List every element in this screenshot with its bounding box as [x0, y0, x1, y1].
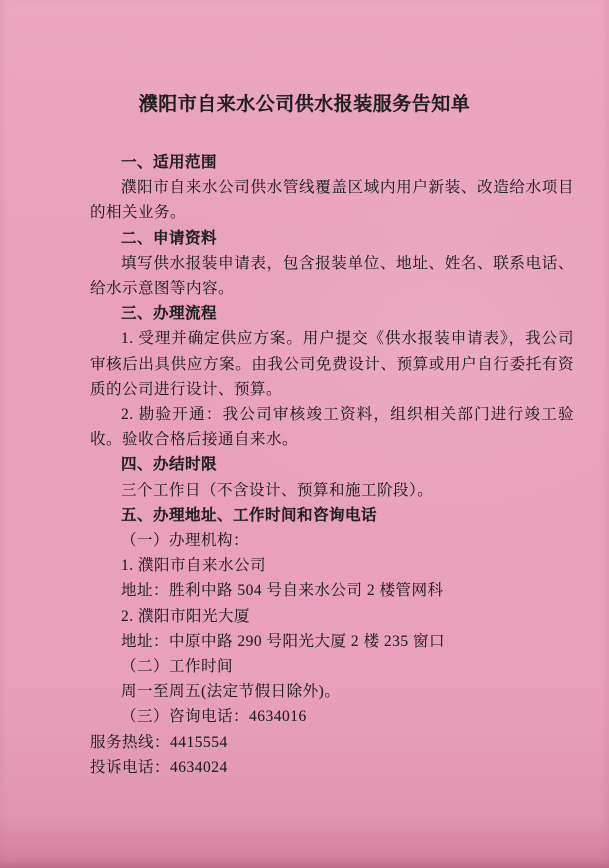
document-title: 濮阳市自来水公司供水报装服务告知单	[138, 94, 471, 115]
detail-line-working-hours: 周一至周五(法定节假日除外)。	[121, 683, 341, 701]
detail-line-office-2: 2. 濮阳市阳光大厦	[121, 607, 251, 625]
section-heading-application-materials: 二、申请资料	[121, 229, 218, 247]
detail-line-office-1-address: 地址：胜利中路 504 号自来水公司 2 楼管网科	[121, 582, 444, 600]
detail-line-consult-phone: （三）咨询电话：4634016	[121, 708, 307, 726]
detail-line-service-hotline: 服务热线：4415554	[90, 733, 228, 751]
paragraph-process-step-1: 1. 受理并确定供应方案。用户提交《供水报装申请表》，我公司审核后出具供应方案。由我公司免费设计、预算或用户自行委托有资质的公司进行设计、预算。	[90, 330, 574, 398]
detail-line-working-hours-label: （二）工作时间	[121, 658, 234, 676]
paragraph-time-limit: 三个工作日（不含设计、预算和施工阶段）。	[121, 481, 434, 499]
detail-line-office-1: 1. 濮阳市自来水公司	[121, 557, 267, 575]
section-heading-scope: 一、适用范围	[121, 154, 218, 171]
detail-line-complaint-phone: 投诉电话：4634024	[90, 758, 228, 776]
section-heading-process: 三、办理流程	[121, 305, 218, 323]
detail-line-offices-label: （一）办理机构：	[121, 532, 250, 550]
paragraph-process-step-2: 2. 勘验开通：我公司审核竣工资料，组织相关部门进行竣工验收。验收合格后接通自来水。	[90, 406, 574, 449]
paragraph-application-materials: 填写供水报装申请表，包含报装单位、地址、姓名、联系电话、给水示意图等内容。	[90, 254, 574, 298]
paragraph-scope: 濮阳市自来水公司供水管线覆盖区域内用户新装、改造给水项目的相关业务。	[90, 179, 574, 222]
section-heading-time-limit: 四、办结时限	[121, 456, 218, 474]
document-body	[90, 150, 574, 780]
detail-line-office-2-address: 地址：中原中路 290 号阳光大厦 2 楼 235 窗口	[121, 632, 446, 650]
section-heading-address-hours-phone: 五、办理地址、工作时间和咨询电话	[121, 506, 378, 524]
